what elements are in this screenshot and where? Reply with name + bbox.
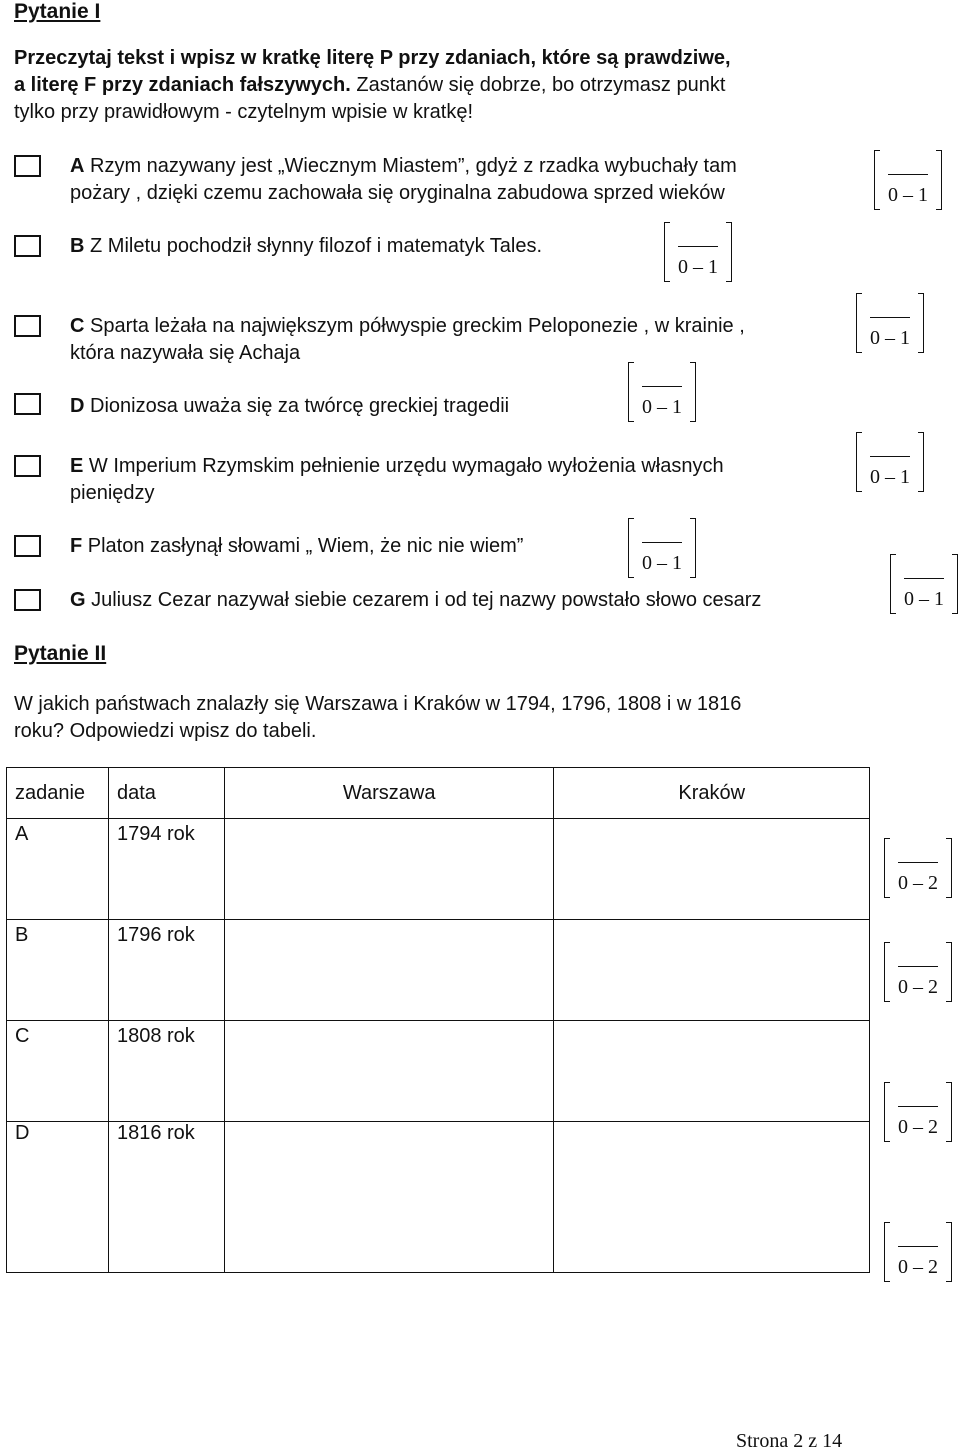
score-value: 0 – 1 <box>642 396 682 418</box>
answer-box-e[interactable] <box>14 455 41 477</box>
statement-text: Z Miletu pochodził słynny filozof i matematyk Tales. <box>84 235 543 257</box>
cell-warszawa-input[interactable] <box>224 1021 554 1122</box>
cell-krakow-input[interactable] <box>554 819 870 920</box>
statement-letter: A <box>70 155 85 177</box>
cell-warszawa-input[interactable] <box>224 920 554 1021</box>
statement-letter: B <box>70 235 85 257</box>
score-value: 0 – 1 <box>870 327 910 349</box>
cell-date: 1808 rok <box>108 1021 224 1122</box>
cell-date: 1796 rok <box>108 920 224 1021</box>
cell-krakow-input[interactable] <box>554 920 870 1021</box>
cell-date: 1794 rok <box>108 819 224 920</box>
score-value: 0 – 1 <box>888 184 928 206</box>
cell-krakow-input[interactable] <box>554 1122 870 1273</box>
statement-d <box>70 393 630 420</box>
page-number: Strona 2 z 14 <box>736 1430 843 1452</box>
answer-box-f[interactable] <box>14 535 41 557</box>
answer-box-d[interactable] <box>14 393 41 415</box>
header-task: zadanie <box>7 768 109 819</box>
cell-date: 1816 rok <box>108 1122 224 1273</box>
score-value: 0 – 2 <box>898 872 938 894</box>
instruction-line3: tylko przy prawidłowym - czytelnym wpisie w kratkę! <box>14 101 473 123</box>
section2-heading: Pytanie II <box>14 642 107 665</box>
score-value: 0 – 2 <box>898 1116 938 1138</box>
cell-task: B <box>7 920 109 1021</box>
statement-f <box>70 533 630 560</box>
statement-b <box>70 233 670 260</box>
score-box-row-b <box>884 942 952 1002</box>
cell-krakow-input[interactable] <box>554 1021 870 1122</box>
score-value: 0 – 1 <box>642 552 682 574</box>
statement-text: pożary , dzięki czemu zachowała się oryginalna zabudowa sprzed wieków <box>70 182 725 204</box>
cell-warszawa-input[interactable] <box>224 819 554 920</box>
table-row <box>7 1122 870 1273</box>
score-box-row-a <box>884 838 952 898</box>
answer-table <box>6 767 870 1273</box>
statement-letter: F <box>70 535 83 557</box>
cell-warszawa-input[interactable] <box>224 1122 554 1273</box>
header-warszawa: Warszawa <box>224 768 554 819</box>
statement-g <box>70 587 890 614</box>
score-value: 0 – 2 <box>898 1256 938 1278</box>
statement-text: Dionizosa uważa się za twórcę greckiej tragedii <box>84 395 510 417</box>
question-line1: W jakich państwach znalazły się Warszawa i Kraków w 1794, 1796, 1808 i w 1816 <box>14 693 742 715</box>
score-box-f <box>628 518 696 578</box>
statement-a <box>70 153 870 207</box>
score-value: 0 – 2 <box>898 976 938 998</box>
score-box-d <box>628 362 696 422</box>
instruction-bold-line1: Przeczytaj tekst i wpisz w kratkę literę P przy zdaniach, które są prawdziwe, <box>14 47 731 69</box>
statement-e <box>70 453 850 507</box>
score-box-b <box>664 222 732 282</box>
score-box-row-c <box>884 1082 952 1142</box>
statement-text: Sparta leżała na największym półwyspie greckim Peloponezie , w krainie , <box>84 315 745 337</box>
question <box>14 691 914 745</box>
table-header-row <box>7 768 870 819</box>
section1-heading: Pytanie I <box>14 0 101 23</box>
score-value: 0 – 1 <box>678 256 718 278</box>
answer-box-b[interactable] <box>14 235 41 257</box>
score-value: 0 – 1 <box>904 588 944 610</box>
statement-text: Juliusz Cezar nazywał siebie cezarem i od tej nazwy powstało słowo cesarz <box>85 589 762 611</box>
statement-text: W Imperium Rzymskim pełnienie urzędu wymagało wyłożenia własnych <box>83 455 724 477</box>
statement-text: Rzym nazywany jest „Wiecznym Miastem”, gdyż z rzadka wybuchały tam <box>84 155 737 177</box>
cell-task: C <box>7 1021 109 1122</box>
header-krakow: Kraków <box>554 768 870 819</box>
table-row <box>7 920 870 1021</box>
score-box-row-d <box>884 1222 952 1282</box>
answer-box-c[interactable] <box>14 315 41 337</box>
statement-text: pieniędzy <box>70 482 155 504</box>
question-line2: roku? Odpowiedzi wpisz do tabeli. <box>14 720 317 742</box>
cell-task: D <box>7 1122 109 1273</box>
instruction-rest-line2: Zastanów się dobrze, bo otrzymasz punkt <box>350 74 726 96</box>
score-value: 0 – 1 <box>870 466 910 488</box>
statement-letter: C <box>70 315 85 337</box>
instruction <box>14 45 934 126</box>
instruction-bold-line2: a literę F przy zdaniach fałszywych. <box>14 74 351 96</box>
score-box-g <box>890 554 958 614</box>
statement-letter: D <box>70 395 85 417</box>
header-date: data <box>108 768 224 819</box>
score-box-c <box>856 293 924 353</box>
statement-text: która nazywała się Achaja <box>70 342 301 364</box>
statement-letter: E <box>70 455 84 477</box>
score-box-e <box>856 432 924 492</box>
answer-box-a[interactable] <box>14 155 41 177</box>
statement-text: Platon zasłynął słowami „ Wiem, że nic nie wiem” <box>82 535 524 557</box>
answer-box-g[interactable] <box>14 589 41 611</box>
statement-letter: G <box>70 589 86 611</box>
score-box-a <box>874 150 942 210</box>
table-row <box>7 819 870 920</box>
table-row <box>7 1021 870 1122</box>
statement-c <box>70 313 860 367</box>
cell-task: A <box>7 819 109 920</box>
